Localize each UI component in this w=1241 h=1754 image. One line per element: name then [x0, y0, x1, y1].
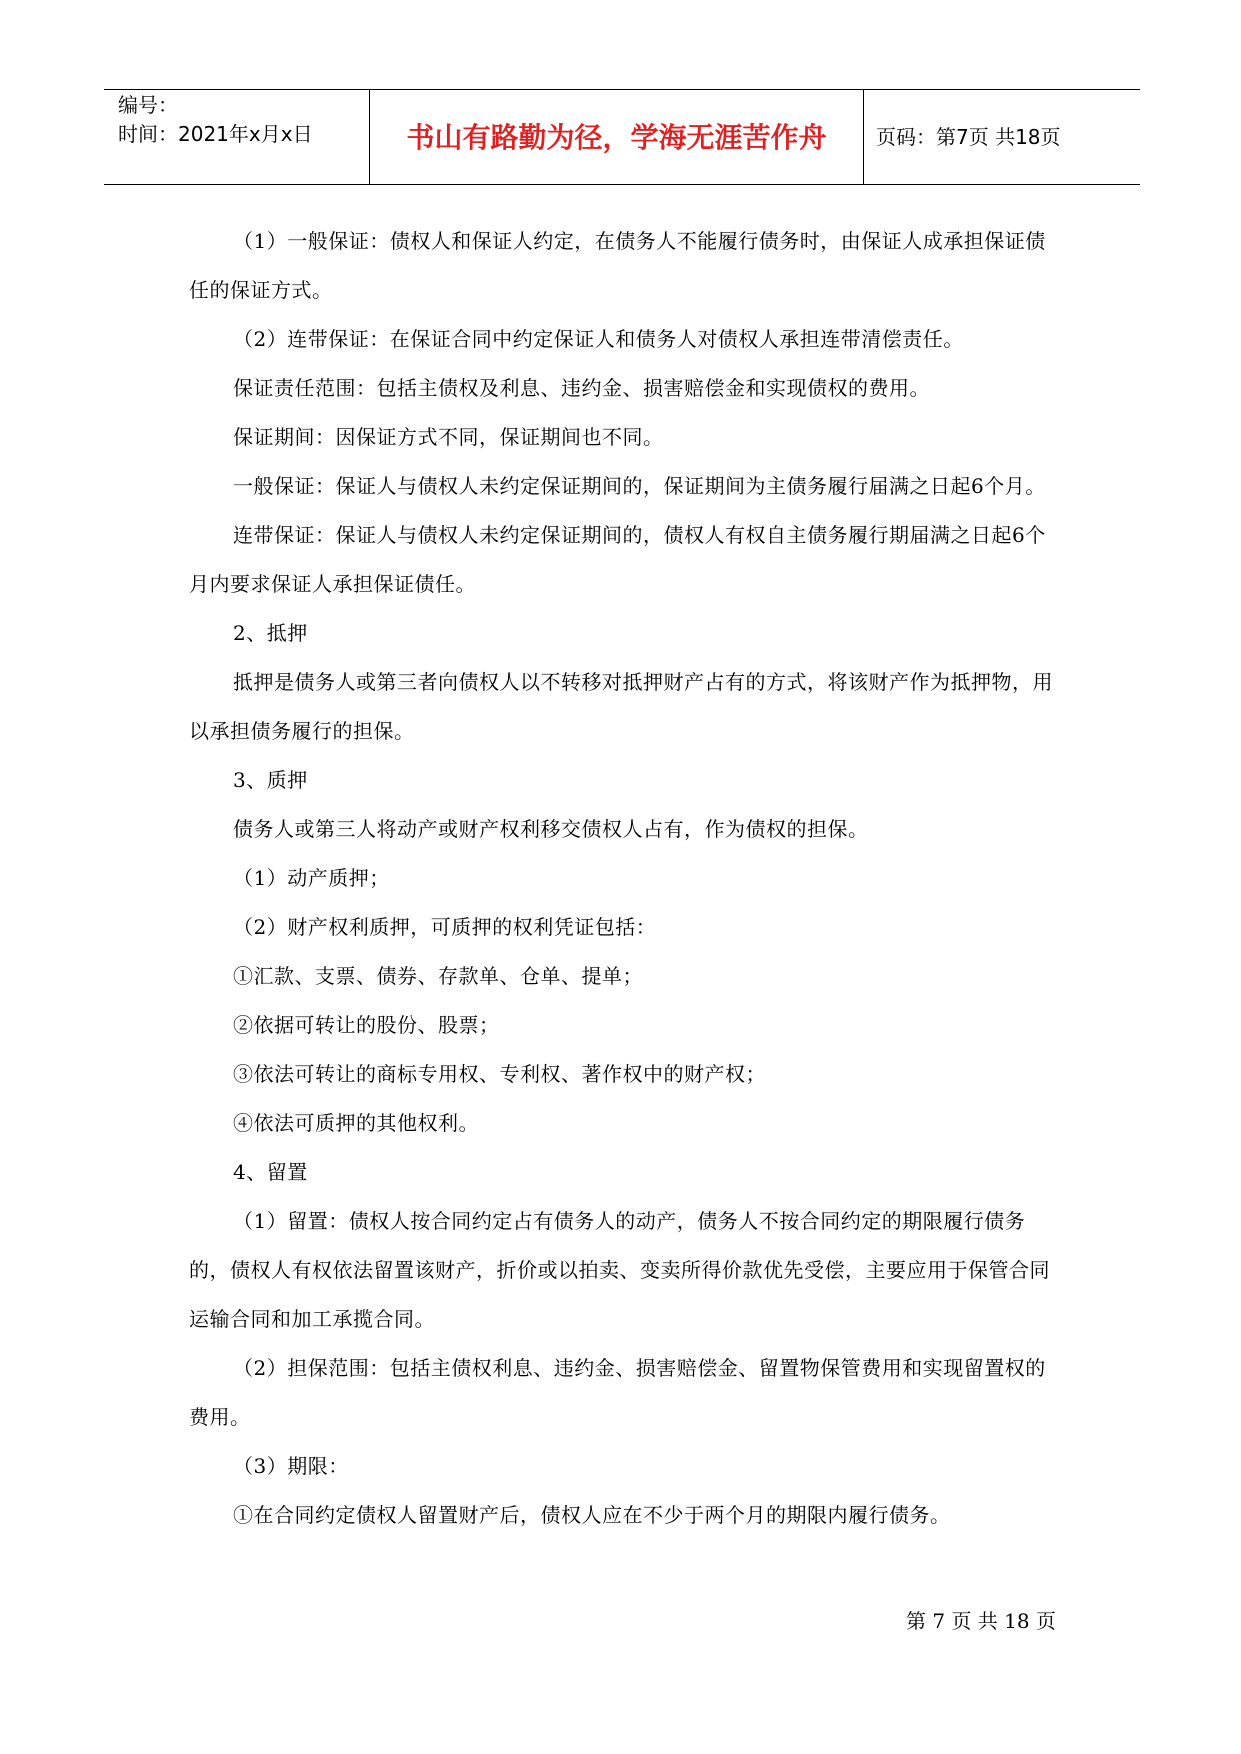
section-heading: 3、质押 [233, 768, 308, 792]
paragraph: （3）期限： [233, 1454, 349, 1478]
list-item: ①在合同约定债权人留置财产后，债权人应在不少于两个月的期限内履行债务。 [233, 1503, 951, 1527]
paragraph: 抵押是债务人或第三者向债权人以不转移对抵押财产占有的方式，将该财产作为抵押物，用以承担债务履行的担保。 [189, 670, 1053, 743]
paragraph: 连带保证：保证人与债权人未约定保证期间的，债权人有权自主债务履行期届满之日起6个月内要求保证人承担保证债任。 [189, 523, 1046, 596]
list-item: ①汇款、支票、债券、存款单、仓单、提单； [233, 964, 643, 988]
list-item: ②依据可转让的股份、股票； [233, 1013, 500, 1037]
header-page-code: 页码：第7页 共18页 [876, 125, 1061, 149]
document-time-label: 时间：2021年x月x日 [118, 122, 313, 146]
list-item: ③依法可转让的商标专用权、专利权、著作权中的财产权； [233, 1062, 766, 1086]
paragraph: 保证责任范围：包括主债权及利息、违约金、损害赔偿金和实现债权的费用。 [233, 376, 930, 400]
page-footer: 第 7 页 共 18 页 [906, 1609, 1056, 1633]
paragraph: 保证期间：因保证方式不同，保证期间也不同。 [233, 425, 664, 449]
section-heading: 4、留置 [233, 1160, 308, 1184]
paragraph: 债务人或第三人将动产或财产权利移交债权人占有，作为债权的担保。 [233, 817, 869, 841]
paragraph: （1）一般保证：债权人和保证人约定，在债务人不能履行债务时，由保证人成承担保证债任的保证方式。 [189, 229, 1046, 302]
header-meta-cell [104, 90, 370, 184]
document-body [189, 217, 1059, 1540]
paragraph: （1）留置：债权人按合同约定占有债务人的动产，债务人不按合同约定的期限履行债务的，债权人有权依法留置该财产，折价或以拍卖、变卖所得价款优先受偿，主要应用于保管合同运输合同和加工承揽合同。 [189, 1209, 1050, 1331]
header-motto: 书山有路勤为径，学海无涯苦作舟 [406, 121, 827, 154]
document-number-label: 编号： [118, 93, 178, 117]
paragraph: （2）担保范围：包括主债权利息、违约金、损害赔偿金、留置物保管费用和实现留置权的费用。 [189, 1356, 1046, 1429]
header-motto-cell [370, 90, 864, 184]
list-item: ④依法可质押的其他权利。 [233, 1111, 479, 1135]
paragraph: （2）财产权利质押，可质押的权利凭证包括： [233, 915, 657, 939]
paragraph: （2）连带保证：在保证合同中约定保证人和债务人对债权人承担连带清偿责任。 [233, 327, 964, 351]
paragraph: （1）动产质押； [233, 866, 390, 890]
document-header [104, 89, 1140, 185]
paragraph: 一般保证：保证人与债权人未约定保证期间的，保证期间为主债务履行届满之日起6个月。 [233, 474, 1046, 498]
section-heading: 2、抵押 [233, 621, 308, 645]
header-page-cell [864, 90, 1140, 184]
